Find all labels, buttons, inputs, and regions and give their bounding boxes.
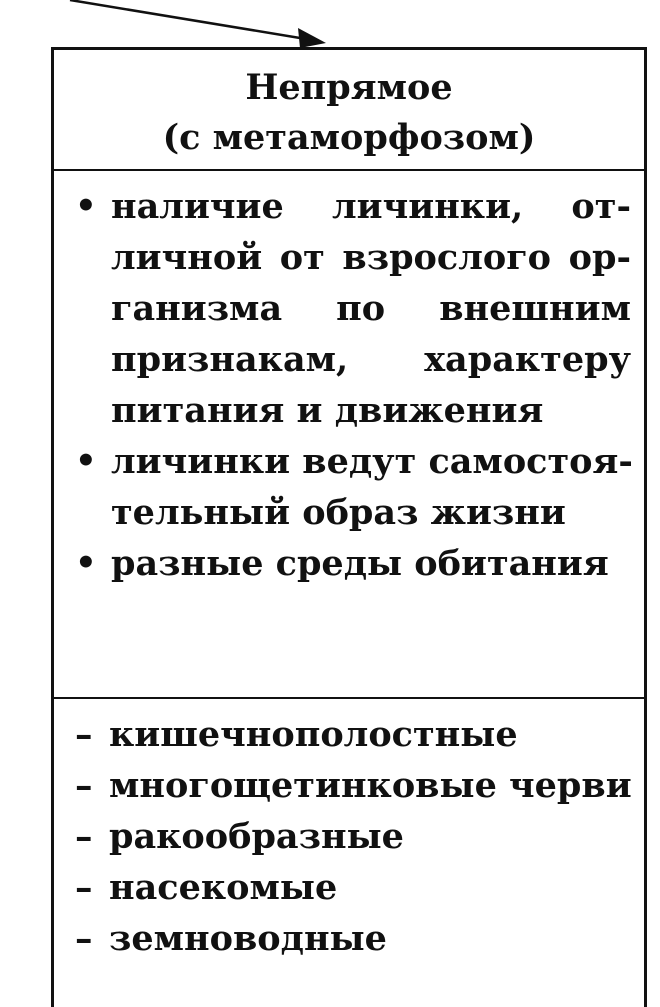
dash-icon: – bbox=[75, 765, 93, 806]
feature-line: ганизма по внешним bbox=[111, 288, 631, 329]
feature-line: тельный образ жизни bbox=[111, 492, 566, 533]
group-label: ракообразные bbox=[109, 816, 404, 857]
bullet-icon: • bbox=[75, 543, 97, 583]
header-cell bbox=[54, 50, 644, 171]
features-cell bbox=[54, 171, 644, 699]
dash-icon: – bbox=[75, 816, 93, 857]
feature-line: разные среды обитания bbox=[111, 543, 609, 584]
group-item bbox=[75, 760, 632, 811]
header-subtitle: (с метаморфозом) bbox=[162, 117, 536, 158]
group-label: кишечнополостные bbox=[109, 714, 518, 755]
group-item bbox=[75, 862, 337, 913]
dash-icon: – bbox=[75, 918, 93, 959]
group-label: земноводные bbox=[109, 918, 387, 959]
bullet-icon: • bbox=[75, 186, 97, 226]
development-table bbox=[51, 47, 647, 1007]
group-item bbox=[75, 913, 387, 964]
feature-line: признакам, характеру bbox=[111, 339, 631, 380]
dash-icon: – bbox=[75, 867, 93, 908]
header-title: Непрямое bbox=[245, 67, 453, 108]
feature-line: личной от взрослого ор- bbox=[111, 237, 631, 278]
feature-line: наличие личинки, от- bbox=[111, 186, 631, 227]
group-label: многощетинковые черви bbox=[109, 765, 632, 806]
group-label: насекомые bbox=[109, 867, 338, 908]
feature-line: питания и движения bbox=[111, 390, 544, 431]
dash-icon: – bbox=[75, 714, 93, 755]
feature-line: личинки ведут самостоя- bbox=[111, 441, 633, 482]
groups-cell bbox=[54, 699, 644, 999]
bullet-icon: • bbox=[75, 441, 97, 481]
group-item bbox=[75, 811, 404, 862]
group-item bbox=[75, 709, 518, 760]
